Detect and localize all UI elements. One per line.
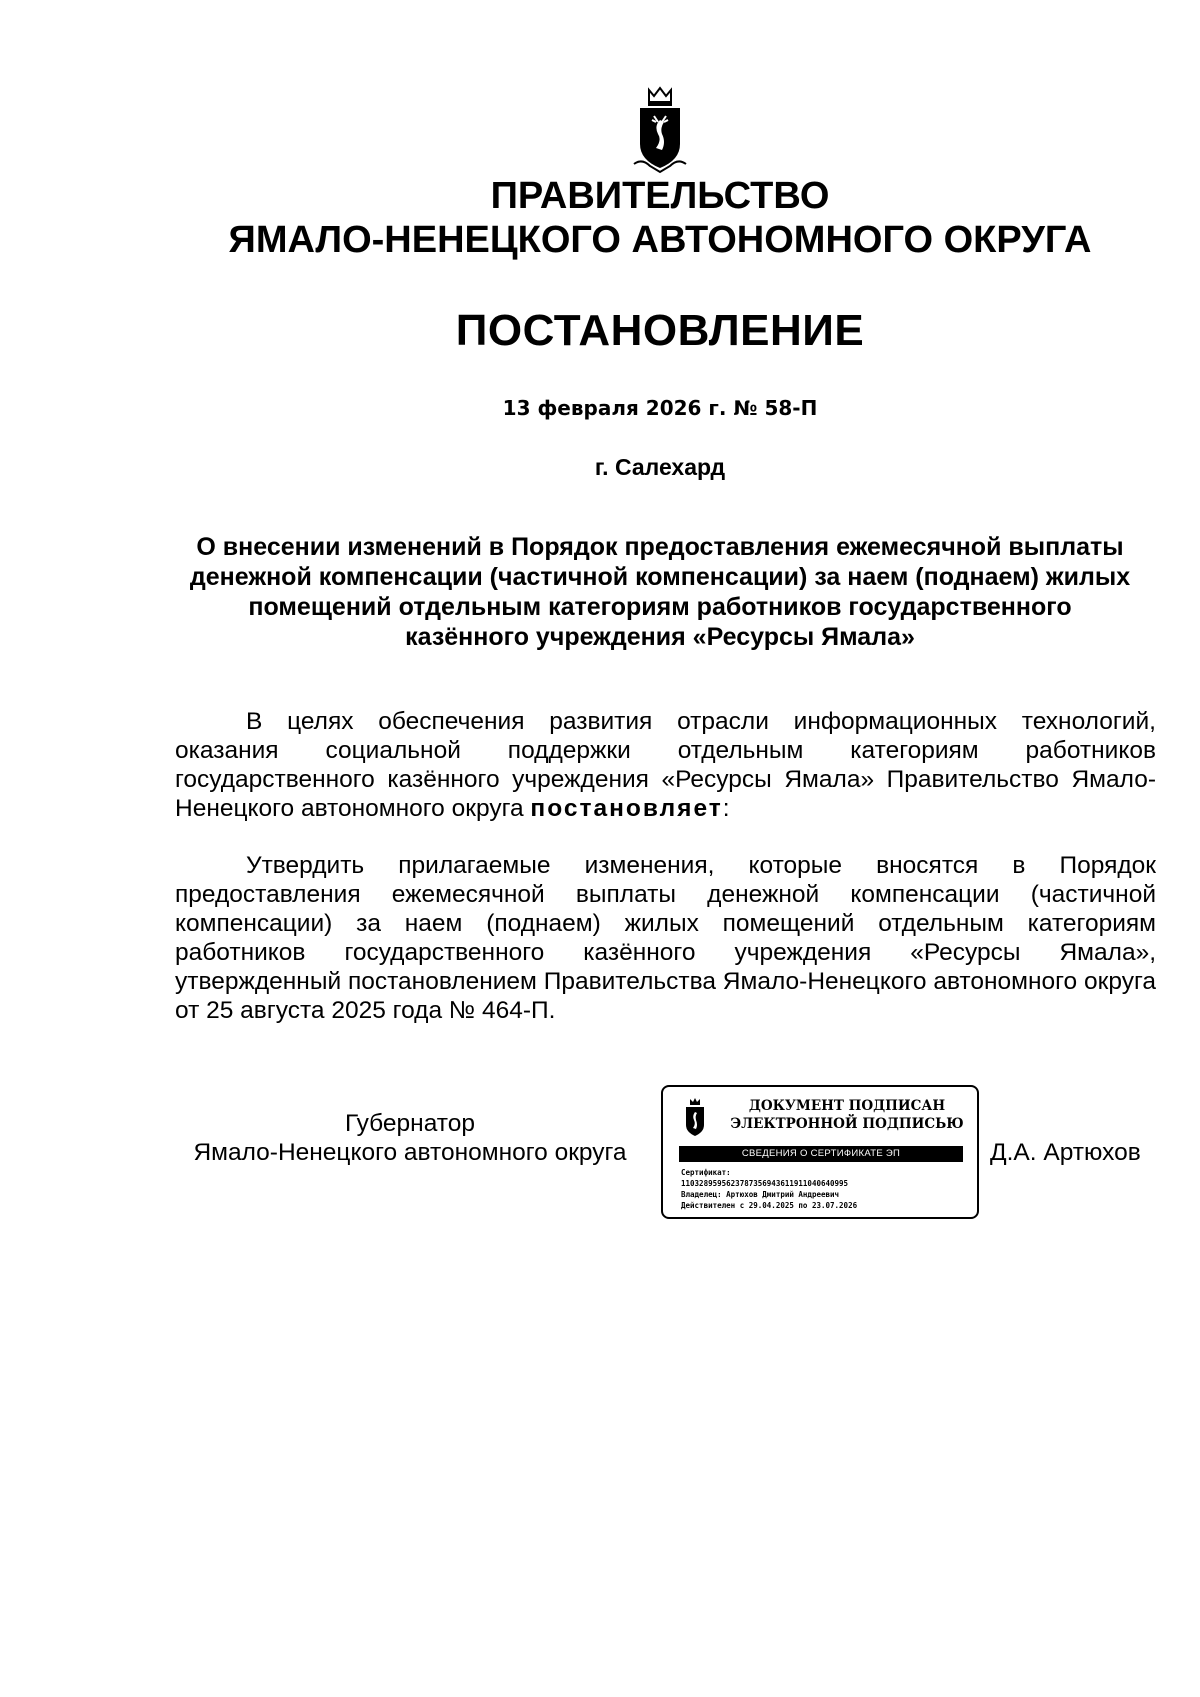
signatory-title	[175, 1109, 645, 1167]
resolution-keyword: постановляет	[530, 795, 723, 822]
certificate-label: Сертификат:	[681, 1168, 731, 1177]
stamp-heading-line2: ЭЛЕКТРОННОЙ ПОДПИСЬЮ	[730, 1116, 964, 1132]
document-type: ПОСТАНОВЛЕНИЕ	[455, 306, 865, 355]
document-city: г. Салехард	[594, 454, 726, 480]
coat-of-arms-icon	[632, 86, 688, 176]
preamble-end: :	[722, 795, 730, 822]
electronic-signature-stamp	[661, 1085, 979, 1219]
document-date-number: 13 февраля 2026 г. № 58-П	[502, 396, 818, 420]
certificate-info-band: СВЕДЕНИЯ О СЕРТИФИКАТЕ ЭП	[679, 1146, 963, 1162]
certificate-details	[681, 1167, 971, 1211]
stamp-heading	[727, 1097, 967, 1133]
certificate-validity: Действителен с 29.04.2025 по 23.07.2026	[681, 1201, 858, 1210]
document-subject: О внесении изменений в Порядок предоставления ежемесячной выплаты денежной компенсации (частичной компенсации) за наем (поднаем) жилых помещений отдельным категориям работников государственного казённого учреждения «Ресурсы Ямала»	[189, 533, 1131, 651]
signatory-title-line2: Ямало-Ненецкого автономного округа	[193, 1139, 627, 1166]
stamp-heading-line1: ДОКУМЕНТ ПОДПИСАН	[748, 1098, 946, 1114]
certificate-number: 1103289595623787356943611911040640995	[681, 1179, 849, 1188]
signatory-name: Д.А. Артюхов	[990, 1139, 1141, 1166]
signatory-title-line1: Губернатор	[345, 1110, 475, 1137]
government-subtitle: ЯМАЛО-НЕНЕЦКОГО АВТОНОМНОГО ОКРУГА	[228, 219, 1092, 261]
resolution-paragraph: Утвердить прилагаемые изменения, которые вносятся в Порядок предоставления ежемесячной выплаты денежной компенсации (частичной компенсации) за наем (поднаем) жилых помещений отдельным категориям работников государственного казённого учреждения «Ресурсы Ямала», утвержденный постановлением Правительства Ямало-Ненецкого автономного округа от 25 августа 2025 года № 464-П.	[175, 852, 1156, 1024]
coat-of-arms-icon	[683, 1097, 707, 1139]
certificate-owner: Владелец: Артюхов Дмитрий Андреевич	[681, 1190, 840, 1199]
government-title: ПРАВИТЕЛЬСТВО	[490, 175, 830, 217]
preamble-text: В целях обеспечения развития отрасли информационных технологий, оказания социальной поддержки отдельным категориям работников государственного казённого учреждения «Ресурсы Ямала» Правительство Ямало-Ненецкого автономного округа	[175, 708, 1156, 822]
preamble-paragraph	[175, 707, 1156, 823]
